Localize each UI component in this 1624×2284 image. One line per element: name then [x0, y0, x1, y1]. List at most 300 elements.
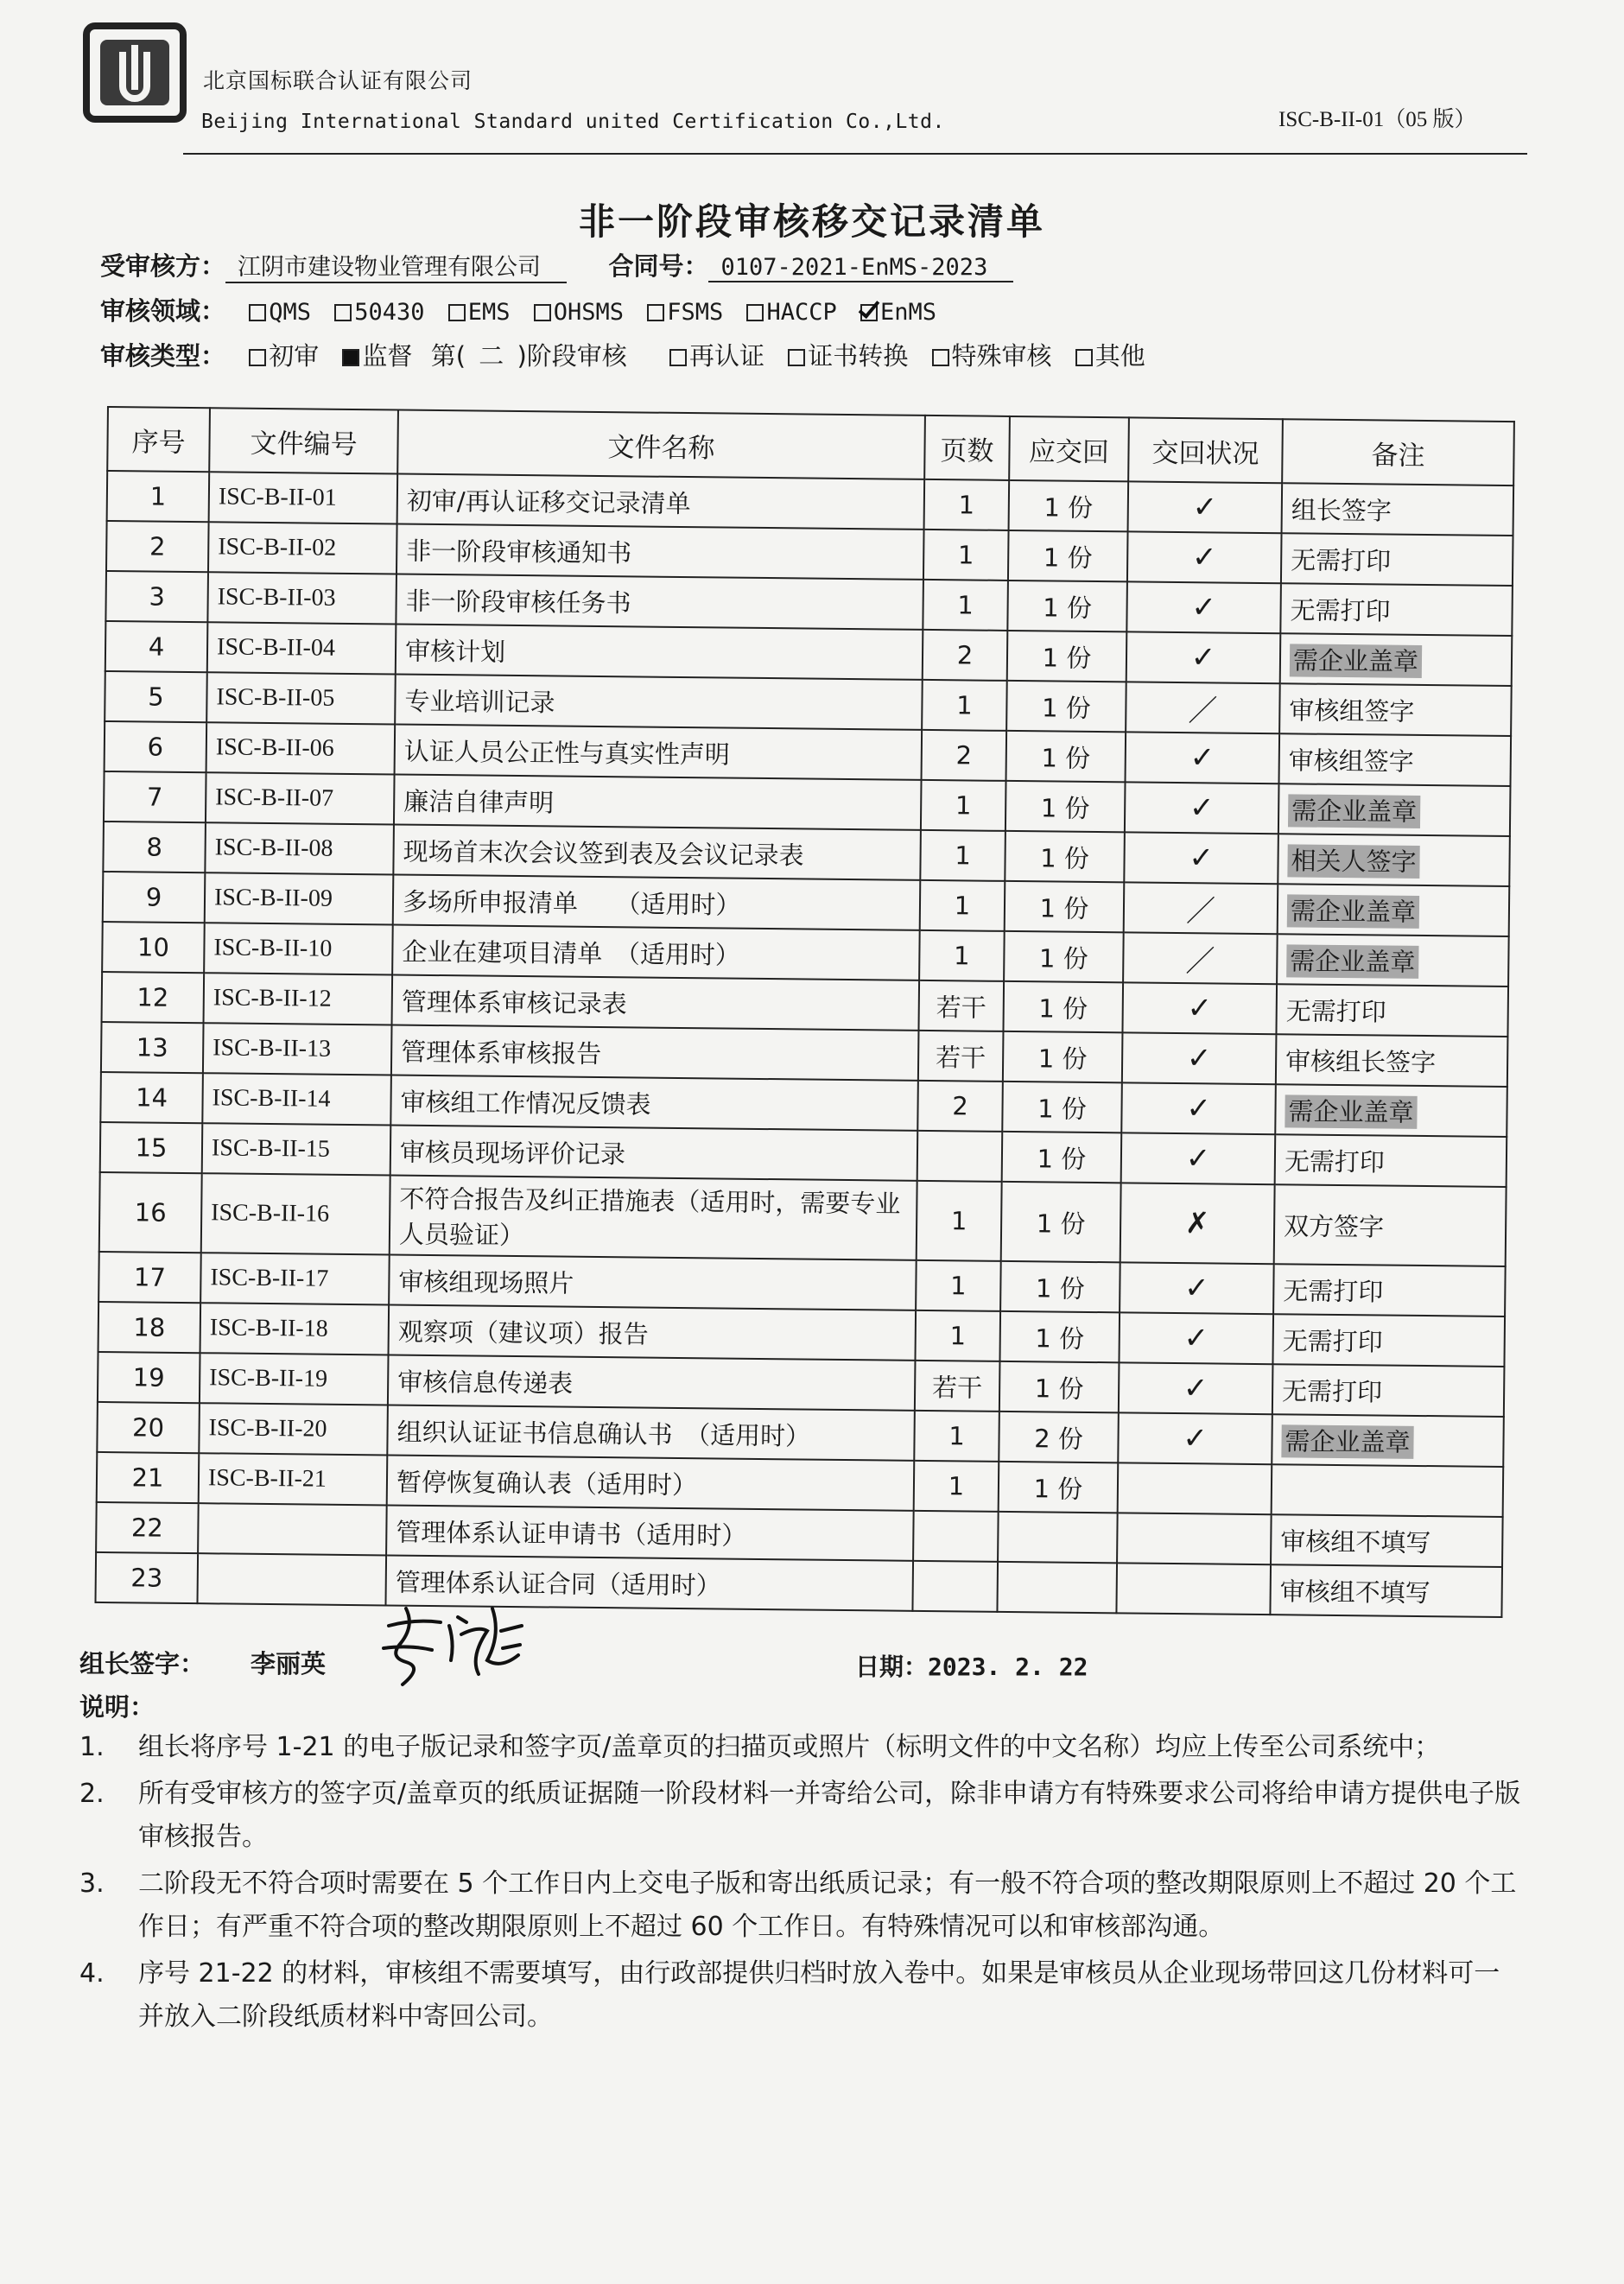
cell-note [1278, 784, 1511, 836]
cell-pages-text: 若干 [931, 1372, 983, 1403]
cell-pages [916, 1260, 1001, 1311]
status-mark: ✓ [1191, 590, 1217, 625]
auditee-row [100, 247, 1013, 283]
company-name-cn: 北京国标联合认证有限公司 [203, 68, 473, 93]
note-item [79, 1862, 1522, 1949]
cell-no [95, 1552, 198, 1603]
cell-no [105, 671, 207, 722]
cell-code-text: ISC-B-II-10 [213, 934, 333, 962]
date-row [855, 1648, 1088, 1683]
cell-pages [920, 880, 1005, 931]
header-note: 备注 [1282, 419, 1514, 485]
cell-no-text: 14 [135, 1082, 168, 1113]
cell-no-text: 3 [149, 581, 166, 612]
contract-value: 0107-2021-EnMS-2023 [708, 254, 1013, 282]
note-text: 审核组签字 [1288, 745, 1414, 777]
stage-prefix: 第( [430, 341, 466, 371]
cell-code [197, 1553, 386, 1605]
note-text: 需企业盖章 [1286, 944, 1418, 979]
cell-pages [914, 1411, 999, 1462]
cell-copies-text: 1 份 [1040, 792, 1090, 823]
cell-pages [915, 1310, 1000, 1361]
option-initial: 初审 [269, 341, 320, 371]
cell-note [1281, 533, 1513, 586]
cell-copies [1009, 480, 1129, 531]
contract-label: 合同号： [608, 251, 709, 281]
cell-name-text: 管理体系审核记录表 [401, 987, 627, 1018]
date-value: 2023. 2. 22 [928, 1653, 1088, 1681]
cell-code [203, 1023, 392, 1075]
cell-code [209, 472, 398, 523]
cell-copies [1001, 1182, 1121, 1262]
option-other: 其他 [1094, 341, 1145, 371]
cell-copies-text: 1 份 [1039, 892, 1089, 923]
cell-no [102, 972, 205, 1023]
cell-pages-text: 2 [955, 740, 973, 771]
cell-pages [922, 730, 1007, 781]
note-text: 无需打印 [1284, 1145, 1386, 1177]
status-mark: ✓ [1183, 1371, 1208, 1406]
cell-no-text: 5 [148, 682, 164, 712]
checkbox-haccp[interactable] [746, 304, 764, 321]
cell-copies [1003, 981, 1123, 1032]
status-mark: ✓ [1183, 1321, 1209, 1356]
cell-pages [913, 1511, 999, 1562]
cell-name-text: 专业培训记录 [404, 686, 555, 717]
cell-no [103, 872, 206, 923]
cell-pages-text: 1 [948, 1471, 965, 1501]
cell-note [1276, 984, 1508, 1037]
cell-copies-text: 1 份 [1041, 692, 1091, 723]
cell-copies [1008, 530, 1128, 581]
cell-status [1126, 732, 1280, 784]
cell-pages [923, 630, 1008, 681]
note-number: 4. [79, 1958, 105, 1989]
stage-suffix: )阶段审核 [517, 341, 627, 371]
cell-name-text: 观察项（建议项）报告 [397, 1316, 649, 1349]
cell-copies-text: 1 份 [1042, 642, 1092, 673]
cell-no-text: 19 [132, 1362, 165, 1393]
cell-code [207, 622, 396, 674]
cell-code [202, 1123, 391, 1175]
cell-note [1272, 1314, 1505, 1367]
cell-copies-text: 1 份 [1040, 842, 1090, 873]
cell-pages [914, 1461, 999, 1512]
cell-copies-text: 1 份 [1041, 742, 1091, 773]
cell-status [1124, 832, 1278, 884]
cell-code [198, 1503, 387, 1555]
cell-no-text: 4 [148, 631, 165, 662]
option-transfer: 证书转换 [808, 341, 909, 371]
status-mark: ✓ [1191, 540, 1217, 575]
cell-code [205, 872, 394, 924]
cell-no-text: 12 [136, 982, 169, 1012]
cell-pages [922, 680, 1007, 731]
cell-note [1272, 1414, 1504, 1467]
cell-copies [1002, 1132, 1122, 1183]
checkbox-special[interactable] [932, 349, 949, 366]
note-text: 相关人签字 [1287, 844, 1419, 879]
cell-pages-text: 1 [949, 1271, 967, 1301]
checkbox-qms[interactable] [249, 304, 266, 321]
cell-name [386, 1505, 914, 1560]
cell-copies [1005, 831, 1125, 882]
cell-name-text: 企业在建项目清单 （适用时） [402, 936, 741, 970]
cell-pages-text: 若干 [935, 1042, 986, 1073]
cell-pages-text: 1 [955, 790, 972, 821]
cell-name [390, 1125, 918, 1180]
cell-pages [918, 1031, 1004, 1082]
cell-status [1126, 581, 1281, 633]
cell-no [98, 1252, 201, 1303]
cell-copies-text: 1 份 [1037, 1093, 1088, 1124]
option-recert: 再认证 [689, 341, 765, 371]
cell-no-text: 9 [145, 882, 162, 912]
cell-copies [999, 1311, 1120, 1362]
stage-value: 二 [479, 341, 504, 371]
cell-name [395, 675, 923, 730]
cell-name-text: 管理体系认证合同（适用时） [395, 1567, 721, 1601]
cell-no [96, 1502, 199, 1553]
note-text: 无需打印 [1282, 1325, 1383, 1357]
cell-name [395, 725, 923, 780]
note-text: 无需打印 [1290, 594, 1391, 626]
cell-name-text: 暂停恢复确认表（适用时） [396, 1467, 698, 1500]
cell-name-text: 管理体系审核报告 [401, 1037, 602, 1069]
cell-no [105, 621, 208, 672]
cell-note [1277, 934, 1509, 987]
cell-name [391, 1025, 919, 1080]
checkbox-supervision[interactable] [342, 349, 359, 366]
cell-no [100, 1122, 203, 1173]
cell-status [1124, 882, 1278, 934]
status-mark: ✓ [1189, 740, 1215, 776]
company-name-en: Beijing International Standard united Certification Co.,Ltd. [201, 111, 945, 133]
cell-no-text: 20 [131, 1412, 165, 1443]
cell-status [1126, 682, 1280, 733]
header-no: 序号 [107, 407, 210, 472]
cell-status [1118, 1462, 1272, 1514]
cell-code [200, 1353, 389, 1405]
option-supervision: 监督 [362, 341, 413, 371]
cell-copies [999, 1412, 1119, 1462]
cell-copies [1005, 781, 1126, 832]
cell-pages-text: 1 [957, 540, 974, 570]
cell-no-text: 22 [130, 1513, 164, 1543]
header-code: 文件编号 [209, 408, 398, 473]
note-text: 无需打印 [1283, 1275, 1384, 1307]
cell-status [1125, 782, 1279, 834]
cell-note [1274, 1184, 1507, 1266]
header-status: 交回状况 [1128, 417, 1283, 483]
cell-code [206, 772, 395, 824]
cell-name [396, 524, 924, 580]
cell-no-text: 2 [149, 531, 166, 561]
cell-status [1123, 932, 1278, 984]
cell-status [1121, 1082, 1276, 1134]
cell-code-text: ISC-B-II-18 [209, 1314, 328, 1342]
cell-name [387, 1405, 915, 1460]
note-text: 审核组不填写 [1279, 1576, 1431, 1608]
cell-status [1119, 1362, 1273, 1414]
note-text: 审核组不填写 [1280, 1526, 1431, 1558]
cell-code [206, 672, 396, 724]
status-mark: ✓ [1190, 640, 1216, 676]
cell-name [396, 574, 923, 630]
cell-pages-text: 1 [957, 590, 974, 620]
cell-no-text: 10 [136, 932, 170, 962]
cell-copies-text: 1 份 [1037, 1043, 1088, 1074]
audit-type-row [100, 337, 1145, 372]
note-item [79, 1726, 1522, 1769]
domain-label: 审核领域： [100, 296, 226, 326]
cell-status [1127, 531, 1282, 583]
checkbox-50430[interactable] [334, 304, 352, 321]
cell-code [204, 973, 393, 1025]
cell-code [208, 522, 397, 574]
cell-name-text: 认证人员公正性与真实性声明 [403, 736, 731, 770]
cell-copies-text: 1 份 [1035, 1272, 1085, 1304]
cell-no-text: 6 [147, 732, 164, 762]
note-text: 所有受审核方的签字页/盖章页的纸质证据随一阶段材料一并寄给公司，除非申请方有特殊要求公司将给申请方提供电子版审核报告。 [138, 1779, 1521, 1852]
cell-code [200, 1303, 390, 1355]
cell-name [387, 1455, 915, 1510]
cell-copies-text: 1 份 [1037, 1143, 1087, 1174]
cell-code-text: ISC-B-II-08 [214, 834, 333, 862]
checkbox-recert[interactable] [669, 349, 687, 366]
note-text: 需企业盖章 [1285, 1094, 1417, 1129]
cell-pages [915, 1361, 1000, 1412]
cell-no-text: 18 [133, 1312, 166, 1342]
cell-name-text: 廉洁自律声明 [403, 786, 555, 817]
header-copies: 应交回 [1009, 416, 1129, 481]
cell-name-text: 不符合报告及纠正措施表（适用时，需要专业人员验证） [398, 1183, 901, 1251]
cell-no-text: 13 [136, 1032, 168, 1063]
cell-status [1128, 481, 1283, 533]
note-text: 无需打印 [1285, 995, 1386, 1027]
cell-no-text: 23 [130, 1563, 163, 1593]
cell-copies-text: 1 份 [1044, 492, 1094, 523]
cell-no-text: 17 [133, 1262, 167, 1292]
checkbox-ems[interactable] [448, 304, 466, 321]
cell-code [207, 572, 396, 624]
cell-code [201, 1173, 390, 1254]
checkbox-enms[interactable] [860, 304, 878, 321]
note-text: 需企业盖章 [1288, 794, 1420, 828]
cell-copies [1007, 631, 1127, 682]
cell-pages [917, 1181, 1002, 1261]
header-pages: 页数 [924, 416, 1010, 480]
cell-code [199, 1453, 388, 1505]
cell-copies [998, 1512, 1118, 1563]
cell-name [393, 874, 921, 929]
note-text: 组长将序号 1-21 的电子版记录和签字页/盖章页的扫描页或照片（标明文件的中文名称）均应上传至公司系统中； [138, 1732, 1441, 1762]
cell-copies [1005, 881, 1125, 932]
option-ohsms: OHSMS [553, 299, 625, 326]
cell-pages-text: 2 [952, 1091, 968, 1121]
auditee-value: 江阴市建设物业管理有限公司 [225, 248, 567, 283]
cell-status [1118, 1412, 1272, 1464]
cell-code-text: ISC-B-II-14 [212, 1084, 331, 1113]
cell-pages [921, 780, 1006, 831]
cell-note [1273, 1264, 1506, 1316]
cell-note [1280, 633, 1513, 686]
note-text: 双方签字 [1283, 1210, 1385, 1242]
cell-name-text: 管理体系认证申请书（适用时） [396, 1517, 747, 1551]
cell-no [98, 1302, 201, 1353]
cell-copies-text: 1 份 [1038, 942, 1088, 974]
option-fsms: FSMS [667, 299, 724, 326]
cell-no-text: 1 [149, 481, 167, 511]
cell-copies [1002, 1082, 1122, 1132]
cell-no-text: 16 [134, 1197, 167, 1228]
cell-note [1276, 1034, 1508, 1087]
option-50430: 50430 [354, 299, 425, 326]
cell-name [389, 1254, 917, 1310]
cell-pages-text: 1 [956, 690, 973, 720]
status-mark: ／ [1188, 693, 1218, 728]
cell-code-text: ISC-B-II-21 [207, 1464, 327, 1493]
cell-no [105, 721, 207, 772]
cell-note [1272, 1364, 1505, 1417]
cell-name [392, 924, 920, 980]
cell-copies-text: 1 份 [1034, 1373, 1084, 1404]
checkbox-initial[interactable] [249, 349, 266, 366]
cell-copies-text: 1 份 [1043, 542, 1093, 573]
explain-label: 说明： [79, 1692, 155, 1722]
cell-code [200, 1253, 390, 1304]
cell-copies [1006, 681, 1126, 732]
handwritten-signature [371, 1600, 536, 1695]
cell-code [204, 923, 393, 974]
cell-copies-text: 1 份 [1036, 1208, 1086, 1239]
cell-name-text: 审核信息传递表 [397, 1367, 574, 1399]
leader-sign-label: 组长签字： [79, 1649, 206, 1678]
domain-row [100, 292, 936, 327]
header-divider [183, 153, 1527, 155]
cell-code [202, 1073, 391, 1125]
cell-pages-text: 1 [958, 490, 975, 520]
cell-pages-text: 1 [953, 941, 970, 971]
notes-list [79, 1726, 1522, 2042]
cell-code [199, 1403, 388, 1455]
cell-name [394, 775, 922, 830]
cell-code-text: ISC-B-II-01 [218, 483, 337, 511]
cell-pages-text: 若干 [936, 992, 986, 1023]
audit-type-label: 审核类型： [100, 341, 226, 371]
cell-copies-text: 2 份 [1034, 1423, 1084, 1454]
cell-code-text: ISC-B-II-17 [210, 1264, 329, 1292]
note-item [79, 1773, 1522, 1859]
cell-note [1275, 1134, 1507, 1187]
checkbox-other[interactable] [1075, 349, 1093, 366]
cell-pages [912, 1561, 998, 1612]
note-text: 无需打印 [1281, 1375, 1383, 1407]
cell-status [1119, 1312, 1273, 1364]
cell-name [393, 825, 921, 880]
note-item [79, 1952, 1522, 2039]
cell-no [102, 922, 205, 973]
cell-pages [919, 930, 1005, 981]
cell-copies [1006, 731, 1126, 782]
checkbox-transfer[interactable] [788, 349, 805, 366]
status-mark: ／ [1185, 943, 1215, 979]
cell-name [390, 1175, 917, 1259]
cell-name [392, 974, 920, 1030]
leader-name: 李丽英 [251, 1649, 327, 1678]
cell-name [397, 474, 925, 530]
cell-copies-text: 1 份 [1033, 1473, 1083, 1504]
cell-name [390, 1075, 918, 1130]
status-mark: ✓ [1185, 1141, 1211, 1177]
date-label: 日期： [855, 1653, 929, 1681]
cell-code-text: ISC-B-II-16 [211, 1199, 330, 1228]
cell-pages [920, 830, 1005, 881]
cell-code-text: ISC-B-II-15 [211, 1134, 331, 1163]
cell-status [1126, 631, 1281, 683]
cell-name-text: 审核组工作情况反馈表 [400, 1087, 651, 1120]
status-mark: ✓ [1189, 841, 1215, 876]
note-text: 无需打印 [1291, 544, 1392, 576]
cell-name-text: 组织认证证书信息确认书 （适用时） [396, 1417, 811, 1451]
cell-pages-text: 1 [954, 891, 971, 921]
cell-copies [999, 1462, 1119, 1513]
option-special: 特殊审核 [951, 341, 1052, 371]
checkbox-ohsms[interactable] [534, 304, 551, 321]
cell-pages [923, 530, 1009, 581]
cell-no [104, 771, 206, 822]
cell-note [1280, 583, 1513, 636]
cell-copies-text: 1 份 [1035, 1323, 1085, 1354]
cell-no-text: 7 [146, 782, 163, 812]
cell-code-text: ISC-B-II-19 [209, 1364, 328, 1393]
option-ems: EMS [467, 299, 511, 326]
cell-name-text: 非一阶段审核任务书 [405, 586, 631, 618]
cell-copies [1000, 1261, 1120, 1312]
status-mark: ✓ [1192, 490, 1218, 525]
cell-code-text: ISC-B-II-06 [215, 733, 334, 762]
checkbox-fsms[interactable] [647, 304, 664, 321]
status-mark: ✓ [1186, 1041, 1212, 1076]
cell-copies [1004, 931, 1124, 982]
cell-no [107, 471, 210, 522]
note-text: 审核组签字 [1289, 695, 1415, 726]
cell-note [1282, 483, 1514, 536]
cell-status [1121, 1132, 1276, 1184]
cell-no [97, 1452, 200, 1503]
cell-name-text: 初审/再认证移交记录清单 [406, 485, 691, 518]
cell-note [1278, 884, 1510, 936]
cell-status [1120, 1262, 1274, 1314]
cell-no-text: 21 [131, 1462, 164, 1493]
cell-pages [923, 580, 1008, 631]
note-text: 需企业盖章 [1287, 894, 1419, 929]
cell-code-text: ISC-B-II-20 [208, 1414, 327, 1443]
cell-code-text: ISC-B-II-13 [213, 1034, 332, 1063]
cell-note [1278, 834, 1510, 886]
cell-copies [1007, 581, 1127, 631]
cell-name-text: 审核计划 [404, 636, 506, 667]
cell-code-text: ISC-B-II-07 [215, 784, 334, 812]
cell-pages [924, 479, 1010, 530]
cell-note [1272, 1464, 1504, 1517]
cell-note [1271, 1514, 1503, 1567]
status-mark: ✓ [1189, 790, 1215, 826]
cell-status [1117, 1513, 1272, 1564]
option-qms: QMS [269, 299, 312, 326]
cell-name [389, 1304, 917, 1360]
cell-no [97, 1402, 200, 1453]
